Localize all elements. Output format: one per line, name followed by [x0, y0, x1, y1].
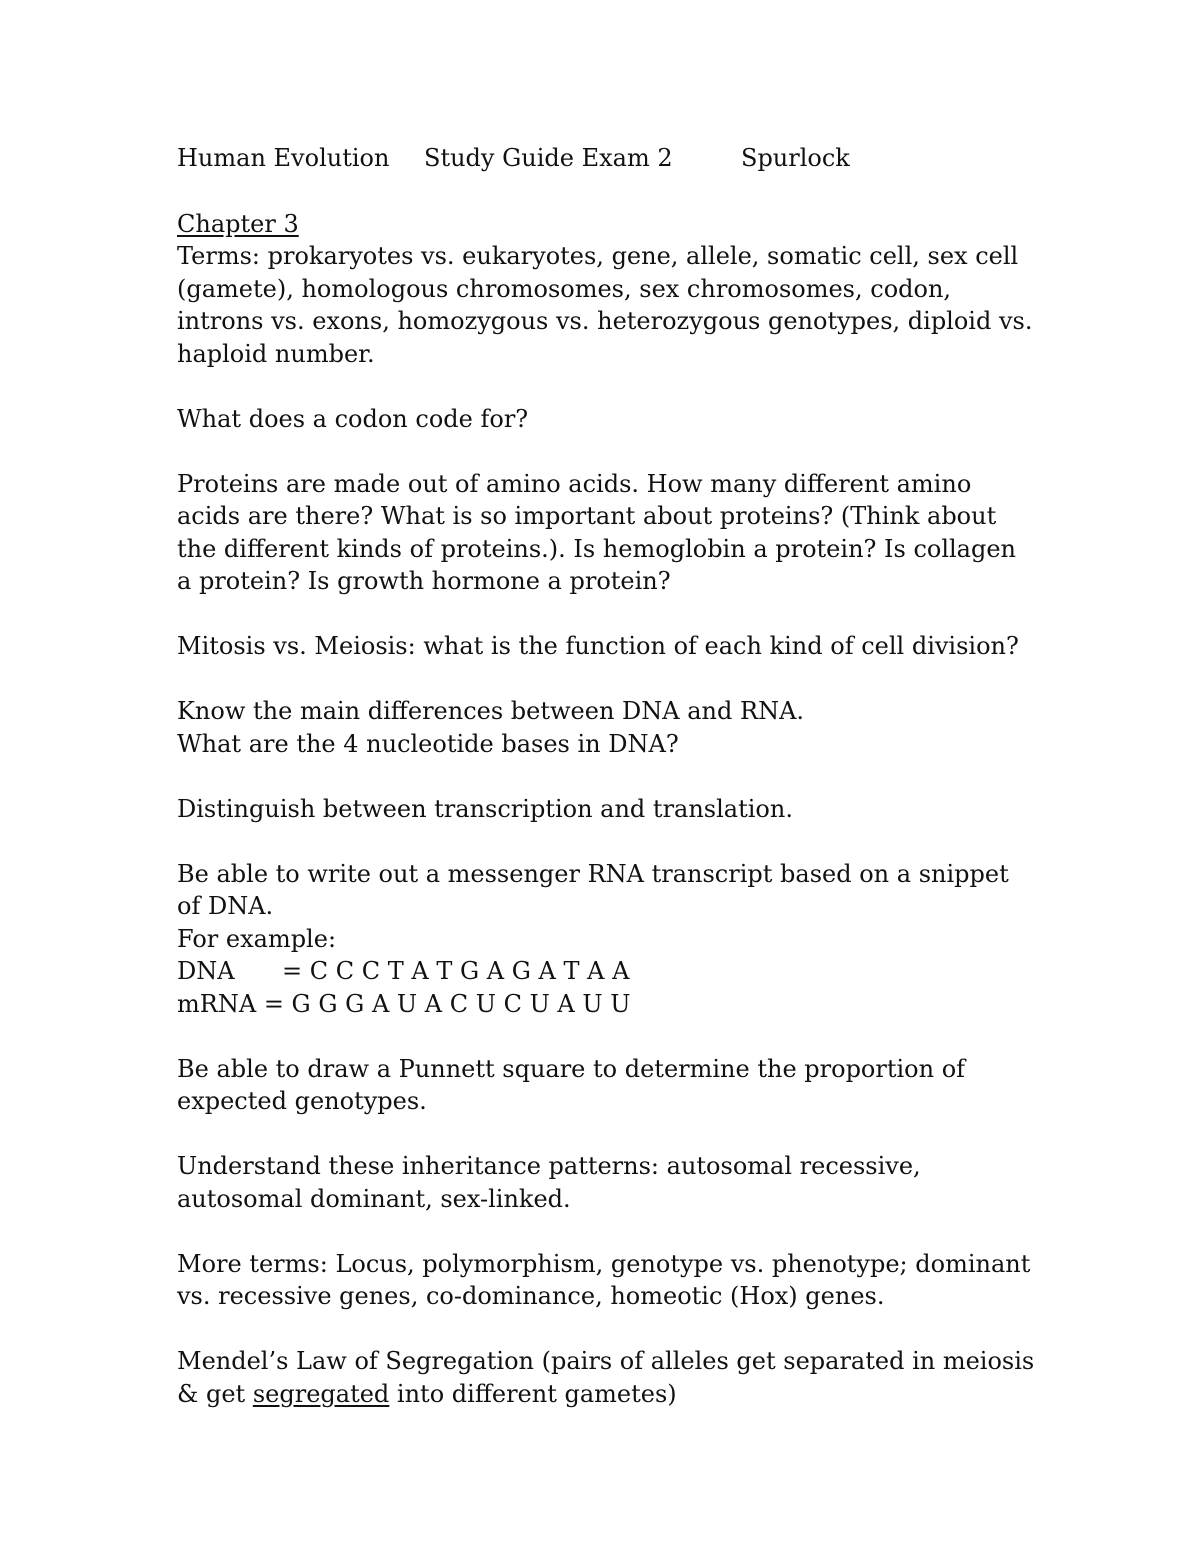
dna-example-row	[177, 955, 1037, 988]
mendel-text-end: into different gametes)	[389, 1379, 677, 1408]
instructor-name: Spurlock	[741, 144, 850, 172]
mendel-paragraph	[177, 1345, 1037, 1410]
question-dna-rna: Know the main differences between DNA and RNA.	[177, 697, 805, 725]
course-title: Human Evolution	[177, 144, 390, 172]
mendel-text-start: Mendel’s Law of Segregation (pairs of alleles get separated in meiosis & get	[177, 1347, 1035, 1408]
mrna-sequence: = G G G A U A C U C U A U U	[263, 989, 631, 1018]
question-proteins: Proteins are made out of amino acids. How many different amino acids are there? What is so important about proteins? (Think about the different kinds of proteins.). Is hemoglobin a protein? Is collagen a protein? Is growth hormone a protein?	[177, 469, 1017, 595]
question-codon: What does a codon code for?	[177, 404, 529, 433]
question-punnett: Be able to draw a Punnett square to determine the proportion of expected genotypes.	[177, 1054, 966, 1115]
dna-sequence: = C C C T A T G A G A T A A	[282, 957, 630, 985]
mendel-underlined-word: segregated	[252, 1379, 390, 1408]
guide-title: Study Guide Exam 2	[424, 144, 673, 172]
question-nucleotide-bases: What are the 4 nucleotide bases in DNA?	[177, 729, 679, 758]
more-terms-paragraph: More terms: Locus, polymorphism, genotype vs. phenotype; dominant vs. recessive genes, co-dominance, homeotic (Hox) genes.	[177, 1249, 1031, 1310]
question-mitosis-meiosis: Mitosis vs. Meiosis: what is the function of each kind of cell division?	[177, 632, 1019, 660]
example-label: For example:	[177, 924, 337, 953]
document-header	[177, 142, 1037, 175]
dna-label: DNA	[177, 957, 235, 985]
question-mrna-transcript: Be able to write out a messenger RNA transcript based on a snippet of DNA.	[177, 859, 1009, 920]
mrna-label: mRNA	[177, 989, 257, 1018]
mrna-example-row	[177, 988, 1037, 1021]
question-transcription: Distinguish between transcription and translation.	[177, 794, 793, 823]
document-body	[177, 142, 1037, 1410]
question-inheritance: Understand these inheritance patterns: autosomal recessive, autosomal dominant, sex-linked.	[177, 1152, 921, 1213]
terms-paragraph: Terms: prokaryotes vs. eukaryotes, gene, allele, somatic cell, sex cell (gamete), homologous chromosomes, sex chromosomes, codon, introns vs. exons, homozygous vs. heterozygous genotypes, diploid vs. haploid number.	[177, 242, 1033, 368]
chapter-heading: Chapter 3	[177, 209, 299, 238]
